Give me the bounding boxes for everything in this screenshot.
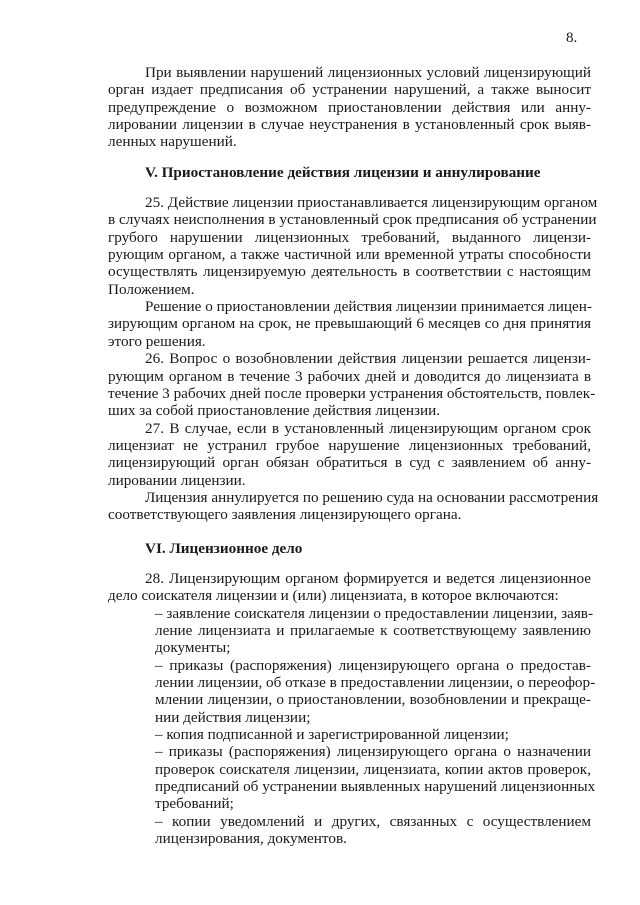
text-line: дело соискателя лицензии и (или) лицензиата, в которое включаются: <box>108 587 559 605</box>
text-line: документы; <box>155 639 231 657</box>
text-line: 26. Вопрос о возобновлении действия лицензии решается лицензи- <box>145 350 591 368</box>
text-line: При выявлении нарушений лицензионных условий лицензирующий <box>145 64 591 81</box>
text-line: этого решения. <box>108 332 206 350</box>
license-file-contents-list <box>155 604 596 848</box>
text-line: 27. В случае, если в установленный лицензирующим органом срок <box>145 419 591 437</box>
text-line: лировании лицензии в случае неустранения в установленный срок выяв- <box>108 116 591 134</box>
paragraph-intro <box>108 64 591 151</box>
text-line: – приказы (распоряжения) лицензирующего органа о предостав- <box>155 656 591 674</box>
text-line: требований; <box>155 795 234 813</box>
text-line: 25. Действие лицензии приостанавливается лицензирующим органом <box>145 194 598 212</box>
text-line: рующим органом в течение 3 рабочих дней и доводится до лицензиата в <box>108 367 591 385</box>
document-body <box>108 64 599 848</box>
text-line: предупреждение о возможном приостановлении действия или анну- <box>108 98 591 116</box>
text-line: – копия подписанной и зарегистрированной лицензии; <box>155 726 509 744</box>
list-item <box>155 604 594 657</box>
text-line: соответствующего заявления лицензирующего органа. <box>108 506 462 524</box>
list-item <box>155 656 596 726</box>
text-line: предписаний об устранении выявленных нарушений лицензионных <box>155 778 596 796</box>
list-item <box>155 726 591 743</box>
text-line: 28. Лицензирующим органом формируется и ведется лицензионное <box>145 569 591 587</box>
text-line: – копии уведомлений и других, связанных с осуществлением <box>155 812 591 830</box>
text-line: лировании лицензии. <box>108 471 246 489</box>
text-line: орган издает предписания об устранении нарушений, а также выносит <box>108 81 591 99</box>
list-item <box>155 743 596 813</box>
text-line: лении лицензии, об отказе в предоставлении лицензии, о переофор- <box>155 674 596 691</box>
text-line: ших за собой приостановление действия лицензии. <box>108 402 441 420</box>
paragraph-27-annulment <box>108 488 599 524</box>
text-line: ление лицензиата и прилагаемые к соответствующему заявлению <box>155 621 591 639</box>
text-line: млении лицензии, о приостановлении, возобновлении и прекраще- <box>155 691 591 709</box>
text-line: Положением. <box>108 280 195 298</box>
text-line: грубого нарушении лицензионных требований, выданного лицензи- <box>108 228 591 246</box>
section-heading-v: V. Приостановление действия лицензии и аннулирование <box>145 163 541 181</box>
list-item <box>155 813 591 848</box>
text-line: ленных нарушений. <box>108 133 237 151</box>
paragraph-25-decision <box>108 298 591 350</box>
text-line: – заявление соискателя лицензии о предоставлении лицензии, заяв- <box>155 604 594 622</box>
text-line: рующим органом, а также частичной или временной утраты способности <box>108 246 591 264</box>
text-line: зирующим органом на срок, не превышающий 6 месяцев со дня принятия <box>108 315 591 333</box>
text-line: нии действия лицензии; <box>155 708 311 726</box>
text-line: в случаях неисполнения в установленный срок предписания об устранении <box>108 211 597 229</box>
text-line: Лицензия аннулируется по решению суда на основании рассмотрения <box>145 488 599 506</box>
text-line: лицензиат не устранил грубое нарушение лицензионных требований, <box>108 436 591 454</box>
text-line: проверок соискателя лицензии, лицензиата, копии актов проверок, <box>155 760 591 778</box>
paragraph-26 <box>108 350 596 420</box>
paragraph-25 <box>108 194 598 298</box>
text-line: лицензирования, документов. <box>155 830 347 848</box>
text-line: осуществлять лицензируемую деятельность в соответствии с настоящим <box>108 263 591 281</box>
text-line: – приказы (распоряжения) лицензирующего органа о назначении <box>155 743 591 761</box>
text-line: лицензирующий орган обязан обратиться в суд с заявлением об анну- <box>108 454 591 472</box>
page-number: 8. <box>566 30 578 46</box>
section-heading-vi: VI. Лицензионное дело <box>145 539 303 557</box>
text-line: Решение о приостановлении действия лицензии принимается лицен- <box>145 298 592 316</box>
text-line: течение 3 рабочих дней после проверки устранения обстоятельств, повлек- <box>108 384 596 402</box>
paragraph-28 <box>108 570 591 605</box>
paragraph-27 <box>108 420 591 489</box>
